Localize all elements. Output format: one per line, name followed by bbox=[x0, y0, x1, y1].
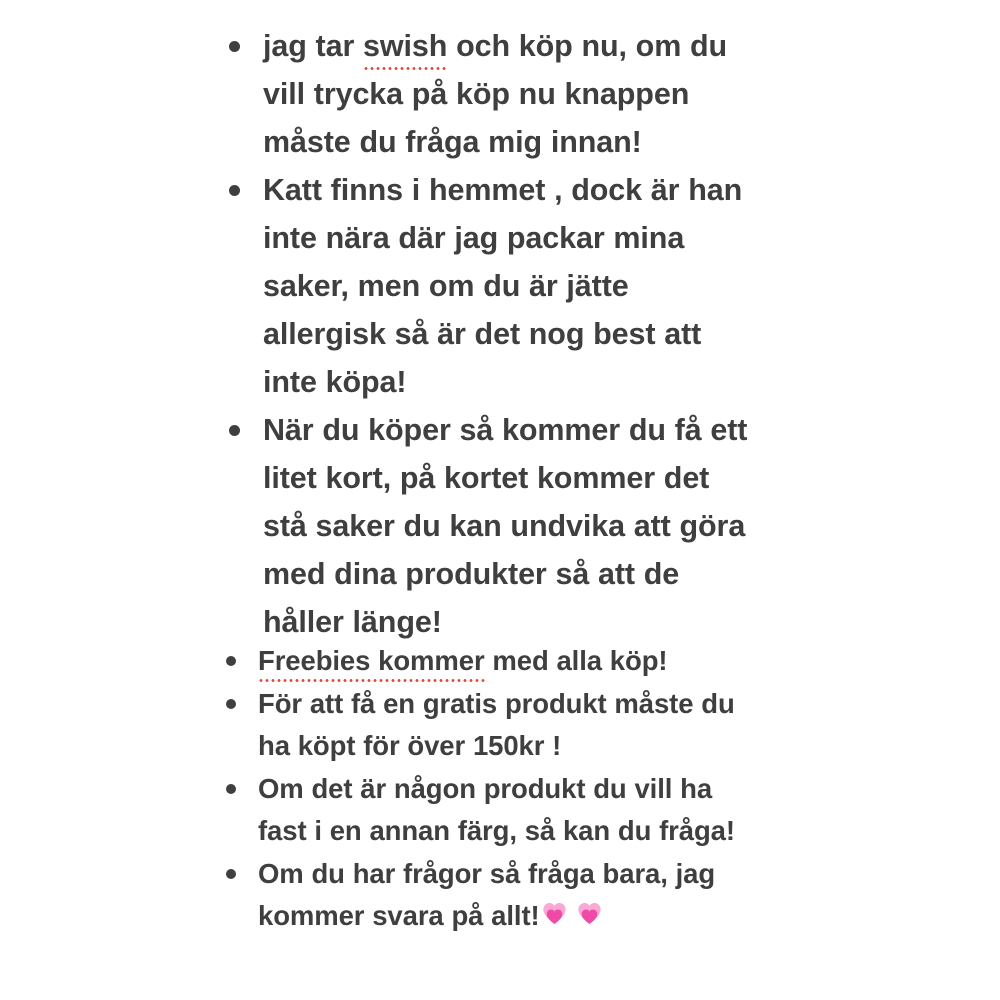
misspelled-word: Freebies kommer bbox=[258, 645, 485, 676]
bullet-dot-icon bbox=[229, 185, 240, 196]
growing-heart-icon bbox=[541, 902, 568, 929]
list-item-line bbox=[363, 29, 447, 63]
growing-heart-icon bbox=[576, 902, 603, 929]
bullet-list-secondary bbox=[225, 640, 745, 938]
list-item-katt bbox=[228, 166, 758, 406]
list-item-text: jag tar bbox=[263, 29, 364, 63]
bullet-dot-icon bbox=[226, 656, 236, 666]
list-item-text: Om du har frågor så fråga bara, jag kommer svara på allt! bbox=[258, 857, 716, 931]
bullet-dot-icon bbox=[229, 41, 240, 52]
list-item-text: och köp nu, om du vill trycka på köp nu knappen måste du fråga mig innan! bbox=[263, 29, 728, 159]
list-item-text: Katt finns i hemmet , dock är han inte nära där jag packar mina saker, men om du är jätte allergisk så är det nog best att inte köpa! bbox=[263, 173, 743, 399]
list-item-text: För att få en gratis produkt måste du ha köpt för över 150kr ! bbox=[258, 687, 735, 761]
list-item-kort bbox=[228, 406, 758, 646]
list-item-text: När du köper så kommer du få ett litet kort, på kortet kommer det stå saker du kan undvika att göra med dina produkter så att de håller länge! bbox=[263, 413, 748, 639]
list-item-fragor bbox=[225, 853, 745, 938]
list-item-text: Om det är någon produkt du vill ha fast i en annan färg, så kan du fråga! bbox=[258, 772, 735, 846]
bullet-dot-icon bbox=[226, 869, 236, 879]
bullet-list-primary bbox=[228, 22, 758, 646]
list-item-farg bbox=[225, 768, 745, 853]
list-item-gratis bbox=[225, 683, 745, 768]
list-item-freebies bbox=[225, 640, 745, 683]
list-item-text: med alla köp! bbox=[484, 645, 668, 676]
misspelled-word: swish bbox=[363, 29, 448, 63]
heart-emoji-group bbox=[540, 900, 603, 931]
bullet-dot-icon bbox=[226, 784, 236, 794]
bullet-dot-icon bbox=[226, 699, 236, 709]
bullet-dot-icon bbox=[229, 425, 240, 436]
list-item-swish bbox=[228, 22, 758, 166]
